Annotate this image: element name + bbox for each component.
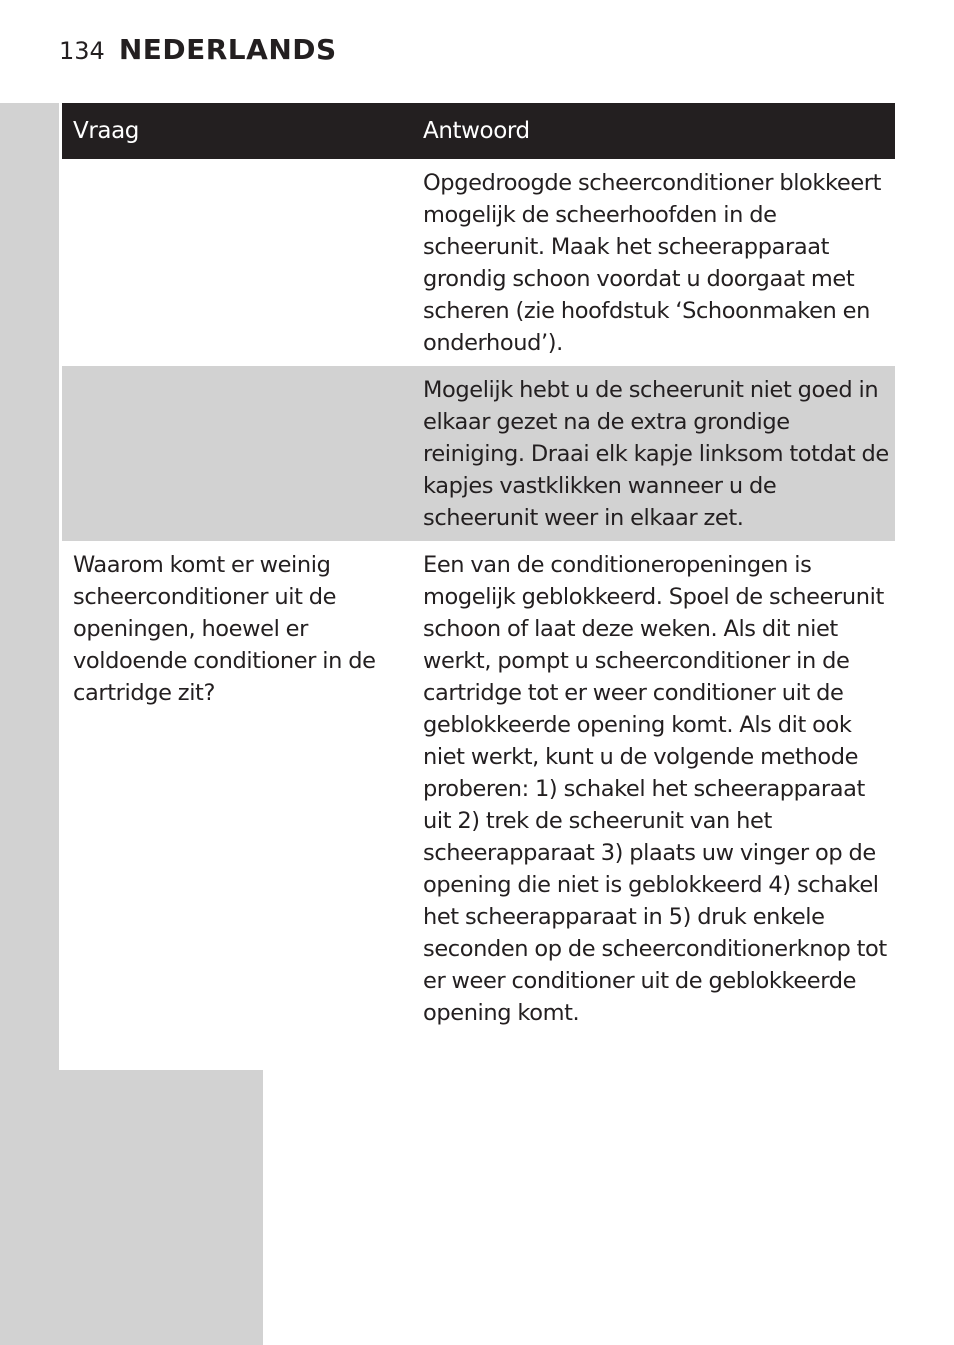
faq-table <box>62 103 895 1071</box>
answer-cell: Een van de conditioneropeningen is mogelijk geblokkeerd. Spoel de scheerunit schoon of laat deze weken. Als dit niet werkt, pompt u scheerconditioner in de cartridge tot er weer conditioner uit de geblokkeerde opening komt. Als dit ook niet werkt, kunt u de volgende methode proberen: 1) schakel het scheerapparaat uit 2) trek de scheerunit van het scheerapparaat 3) plaats uw vinger op de opening die niet is geblokkeerd 4) schakel het scheerapparaat in 5) druk enkele seconden op de scheerconditionerknop tot er weer conditioner uit de geblokkeerde opening komt. <box>423 552 887 1026</box>
question-cell <box>62 159 412 366</box>
column-header-question: Vraag <box>73 118 139 144</box>
page-header <box>59 33 337 77</box>
table-row <box>62 541 895 1071</box>
section-title: NEDERLANDS <box>118 33 337 66</box>
column-header-answer: Antwoord <box>423 118 530 144</box>
answer-cell: Mogelijk hebt u de scheerunit niet goed in elkaar gezet na de extra grondige reiniging. Draai elk kapje linksom totdat de kapjes vastklikken wanneer u de scheerunit weer in elkaar zet. <box>423 377 889 531</box>
question-cell <box>62 366 412 541</box>
side-band-bottom <box>0 1070 263 1345</box>
table-row <box>62 159 895 366</box>
page-number: 134 <box>59 37 105 65</box>
answer-cell: Opgedroogde scheerconditioner blokkeert mogelijk de scheerhoofden in de scheerunit. Maak het scheerapparaat grondig schoon voordat u doorgaat met scheren (zie hoofdstuk ‘Schoonmaken en onderhoud’). <box>423 170 882 356</box>
side-band-top <box>0 103 59 1070</box>
table-row <box>62 366 895 541</box>
table-header-row <box>62 103 895 159</box>
question-cell: Waarom komt er weinig scheerconditioner uit de openingen, hoewel er voldoende conditioner in de cartridge zit? <box>73 552 376 706</box>
